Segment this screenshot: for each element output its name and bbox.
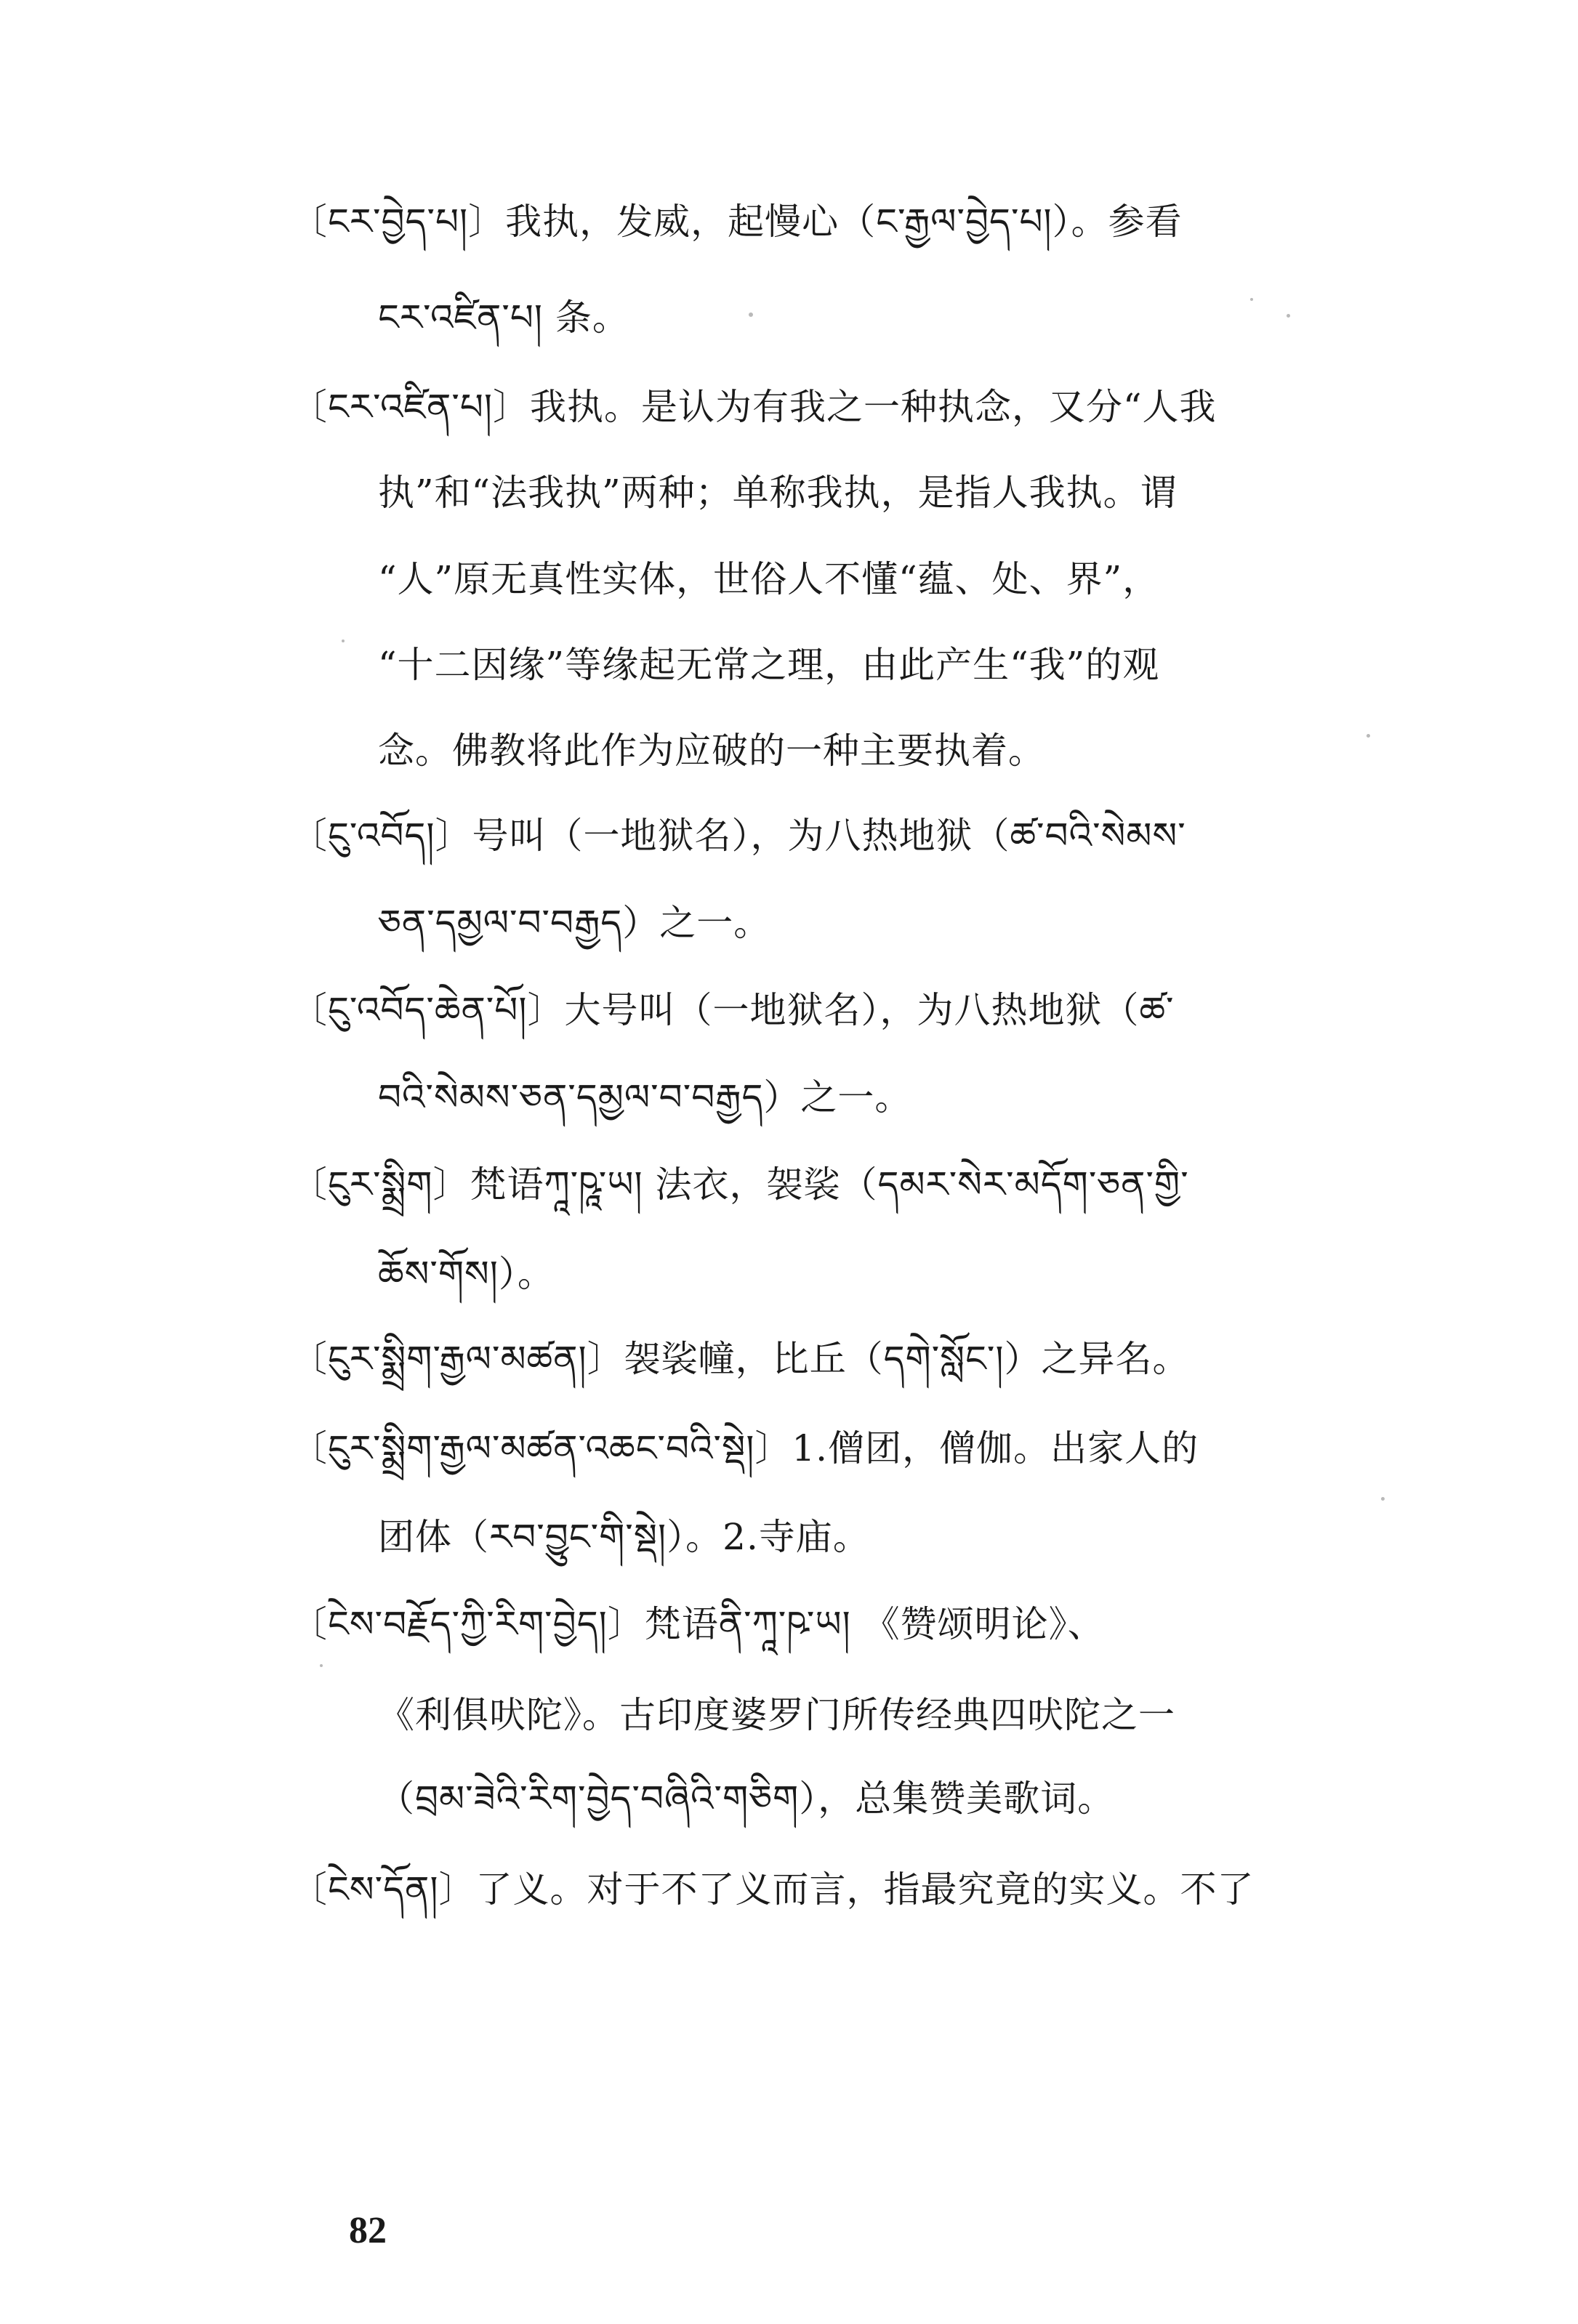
entry-headword: 〔ངུར་སྨྲིག་རྒྱལ་མཚན་འཆང་བའི་སྡེ།〕	[291, 1427, 792, 1469]
scan-speck	[342, 639, 345, 642]
entry-definition: ཆོས་གོས།）。	[378, 1253, 555, 1295]
entry-line	[378, 1675, 1425, 1755]
entry-line	[291, 367, 1425, 447]
entry-definition: ཅན་དམྱལ་བ་བརྒྱད）之一。	[378, 902, 771, 944]
entry-line	[378, 711, 1425, 791]
entry-line	[291, 1408, 1425, 1488]
entry-definition: 号叫（一地狱名），为八热地狱（ཚ་བའི་སེམས་	[472, 815, 1186, 857]
entry-definition: ངར་འཛིན་པ། 条。	[378, 296, 629, 339]
entry-line	[291, 970, 1425, 1050]
entry-line	[291, 1319, 1425, 1399]
entry-headword: 〔ངར་འཛིན་པ།〕	[291, 386, 530, 428]
entry-definition: 我执。是认为有我之一种执念，又分“人我	[530, 386, 1217, 428]
entry-line	[378, 1497, 1425, 1577]
entry-definition: （བྲམ་ཟེའི་རིག་བྱེད་བཞིའི་གཅིག），总集赞美歌词。	[378, 1778, 1115, 1820]
entry-headword: 〔ངེས་བརྗོད་ཀྱི་རིག་བྱེད།〕	[291, 1603, 645, 1645]
entry-line	[378, 1234, 1425, 1314]
entry-definition: “人”原无真性实体，世俗人不懂“蕴、处、界”，	[378, 558, 1160, 600]
entry-headword: 〔ངུར་སྨྲིག〕	[291, 1163, 470, 1206]
entry-definition: 袈裟幢，比丘（དགེ་སློང་།）之异名。	[624, 1338, 1190, 1380]
scan-speck	[1250, 298, 1253, 301]
entry-definition: 1.僧团，僧伽。出家人的	[792, 1427, 1199, 1469]
entry-headword: 〔ངུར་སྨྲིག་རྒྱལ་མཚན།〕	[291, 1338, 624, 1380]
entry-definition: 梵语ཀཱ་ཥཱ་ཡ། 法衣，袈裟（དམར་སེར་མདོག་ཅན་གྱི་	[470, 1163, 1189, 1206]
entry-definition: “十二因缘”等缘起无常之理，由此产生“我”的观	[378, 644, 1160, 686]
entry-definition: 我执，发威，起慢心（ང་རྒྱལ་བྱེད་པ།）。参看	[505, 201, 1183, 243]
entry-line	[378, 278, 1425, 358]
entry-line	[378, 1057, 1425, 1137]
entry-line	[291, 182, 1425, 262]
entry-line	[291, 1584, 1425, 1664]
entry-definition: བའི་སེམས་ཅན་དམྱལ་བ་བརྒྱད）之一。	[378, 1076, 912, 1118]
entry-line	[378, 539, 1425, 619]
entry-definition: 团体（རབ་བྱུང་གི་སྡེ།）。2.寺庙。	[378, 1516, 870, 1558]
entry-headword: 〔ངར་བྱེད་པ།〕	[291, 201, 506, 243]
entry-line	[291, 1849, 1425, 1929]
scan-speck	[1366, 734, 1370, 738]
entry-line	[378, 883, 1425, 963]
entry-line	[378, 453, 1425, 533]
entry-headword: 〔ངུ་འབོད་ཆེན་པོ།〕	[291, 989, 565, 1031]
entry-line	[378, 1759, 1425, 1839]
entry-line	[291, 796, 1425, 876]
entry-headword: 〔ངེས་དོན།〕	[291, 1868, 476, 1911]
page-number: 82	[349, 2210, 387, 2251]
entry-definition: 《利俱吠陀》。古印度婆罗门所传经典四吠陀之一	[378, 1694, 1175, 1736]
scan-speck	[1381, 1497, 1385, 1501]
entry-definition: 了义。对于不了义而言，指最究竟的实义。不了	[475, 1868, 1255, 1911]
scan-speck	[320, 1664, 323, 1667]
entry-headword: 〔ངུ་འབོད།〕	[291, 815, 472, 857]
entry-line	[291, 1145, 1425, 1224]
entry-definition: 执”和“法我执”两种；单称我执，是指人我执。谓	[378, 472, 1178, 514]
entry-definition: 念。佛教将此作为应破的一种主要执着。	[378, 730, 1045, 772]
entry-definition: 大号叫（一地狱名），为八热地狱（ཚ་	[564, 989, 1175, 1031]
scan-speck	[749, 312, 753, 317]
entry-definition: 梵语ནི་ཀཱ་ཥ་ཡ། 《赞颂明论》、	[644, 1603, 1105, 1645]
scan-speck	[1287, 314, 1290, 318]
entry-line	[378, 625, 1425, 705]
